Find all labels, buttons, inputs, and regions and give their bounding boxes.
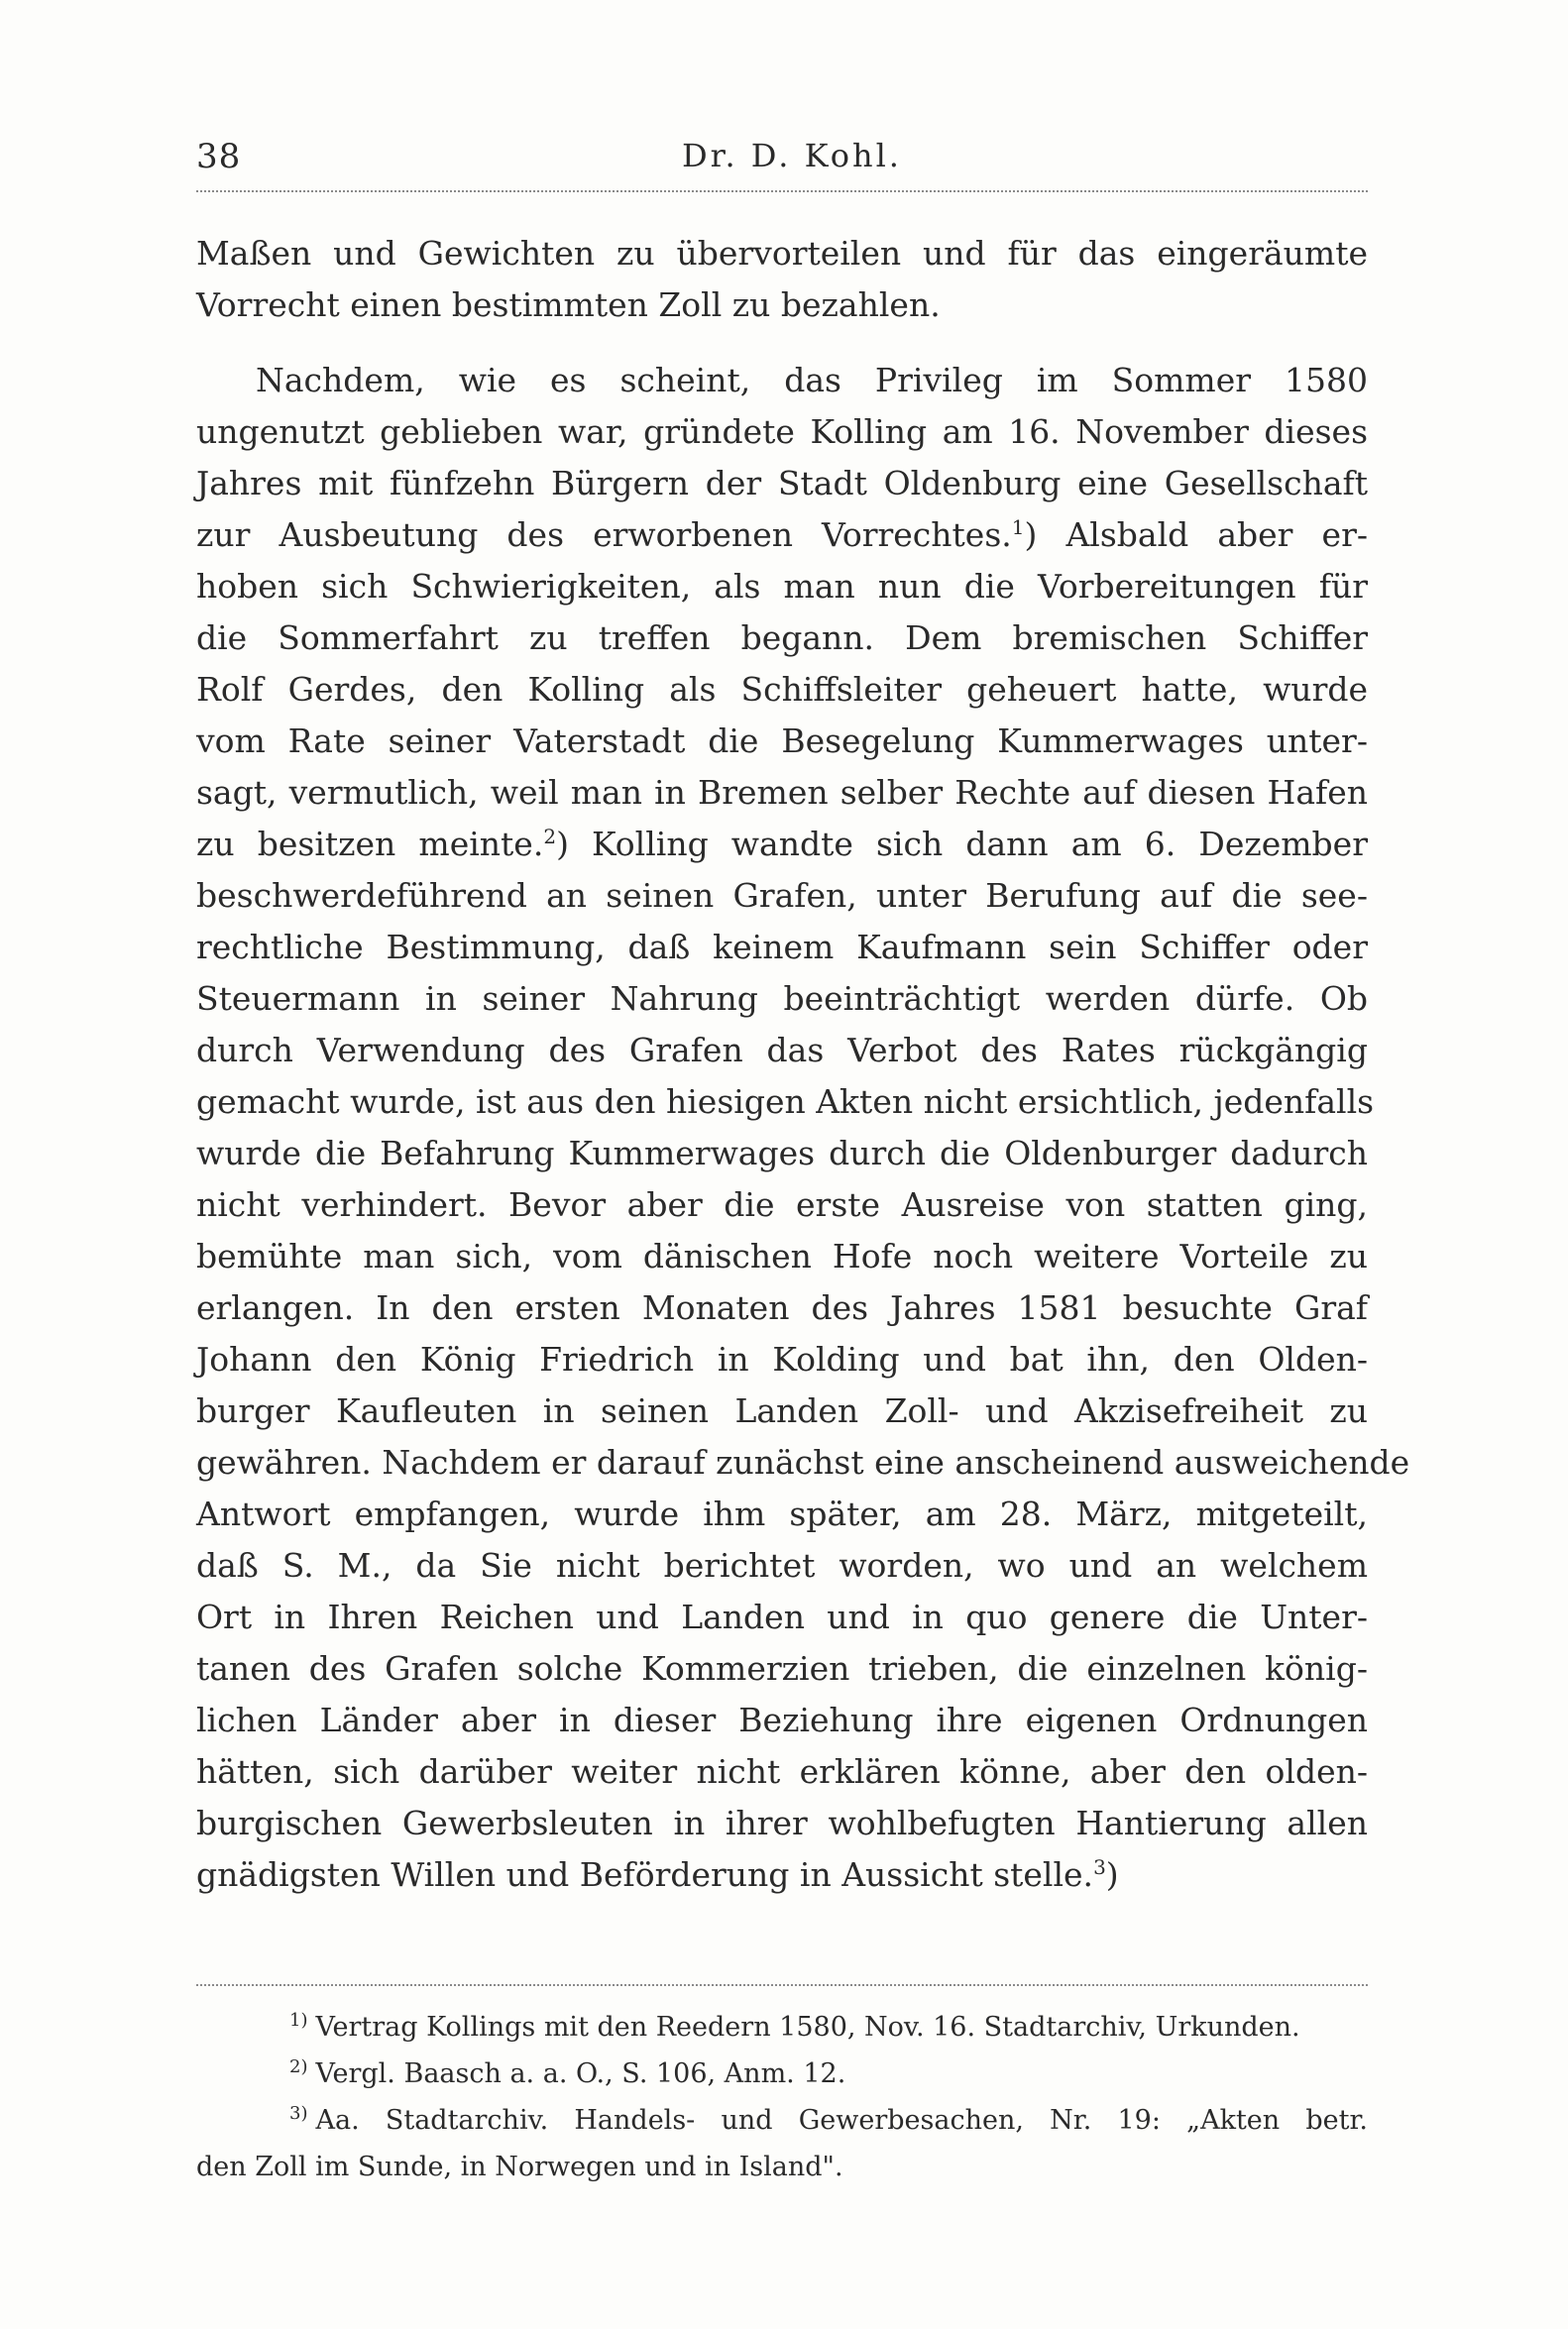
main-text xyxy=(196,228,1410,1901)
page-header xyxy=(196,137,1368,186)
footnote-3-continued: den Zoll im Sunde, in Norwegen und in Island". xyxy=(196,2152,843,2182)
text-line: hätten, sich darüber weiter nicht erklären könne, aber den olden- xyxy=(196,1752,1368,1791)
footnote-1 xyxy=(196,2004,1368,2051)
running-head: Dr. D. Kohl. xyxy=(682,137,902,174)
footnote-mark: 2) xyxy=(289,2056,308,2077)
text-line: Jahres mit fünfzehn Bürgern der Stadt Oldenburg eine Gesellschaft xyxy=(196,464,1368,502)
text-line: daß S. M., da Sie nicht berichtet worden, wo und an welchem xyxy=(196,1546,1368,1585)
text-line: ungenutzt geblieben war, gründete Kolling am 16. November dieses xyxy=(196,412,1368,451)
footnote-mark: 1) xyxy=(289,2010,308,2031)
text-line: rechtliche Bestimmung, daß keinem Kaufmann sein Schiffer oder xyxy=(196,928,1368,966)
text-line: gewähren. Nachdem er darauf zunächst eine anscheinend ausweichende xyxy=(196,1443,1410,1482)
text-line: Rolf Gerdes, den Kolling als Schiffsleiter geheuert hatte, wurde xyxy=(196,670,1368,709)
text-fragment: ) Kolling wandte sich dann am 6. Dezember xyxy=(556,825,1368,863)
text-line: burger Kaufleuten in seinen Landen Zoll- und Akzisefreiheit zu xyxy=(196,1391,1368,1430)
footnotes xyxy=(196,2004,1368,2190)
text-fragment: zu besitzen meinte. xyxy=(196,825,544,863)
footnote-ref-1: 1 xyxy=(1011,515,1025,539)
text-line: wurde die Befahrung Kummerwages durch die Oldenburger dadurch xyxy=(196,1134,1368,1172)
text-line: sagt, vermutlich, weil man in Bremen selber Rechte auf diesen Hafen xyxy=(196,773,1368,812)
text-line: Vorrecht einen bestimmten Zoll zu bezahlen. xyxy=(196,285,941,324)
text-line: beschwerdeführend an seinen Grafen, unter Berufung auf die see- xyxy=(196,876,1368,915)
text-line: die Sommerfahrt zu treffen begann. Dem bremischen Schiffer xyxy=(196,618,1368,657)
text-line: Johann den König Friedrich in Kolding und bat ihn, den Olden- xyxy=(196,1340,1368,1379)
text-line: lichen Länder aber in dieser Beziehung ihre eigenen Ordnungen xyxy=(196,1701,1368,1739)
text-fragment: ) Alsbald aber er- xyxy=(1024,515,1368,554)
footnote-text: Vertrag Kollings mit den Reedern 1580, Nov. 16. Stadtarchiv, Urkunden. xyxy=(315,2012,1300,2043)
text-line: Nachdem, wie es scheint, das Privileg im Sommer 1580 xyxy=(256,361,1368,399)
text-line: burgischen Gewerbsleuten in ihrer wohlbefugten Hantierung allen xyxy=(196,1804,1368,1842)
text-line: tanen des Grafen solche Kommerzien trieben, die einzelnen könig- xyxy=(196,1649,1368,1688)
text-line-with-ref xyxy=(196,509,1368,561)
text-line: vom Rate seiner Vaterstadt die Besegelung Kummerwages unter- xyxy=(196,721,1368,760)
text-line: durch Verwendung des Grafen das Verbot des Rates rückgängig xyxy=(196,1031,1368,1069)
text-line: Ort in Ihren Reichen und Landen und in quo genere die Unter- xyxy=(196,1598,1368,1636)
footnote-rule xyxy=(196,1984,1368,1986)
footnote-ref-3: 3 xyxy=(1093,1855,1106,1879)
text-fragment: zur Ausbeutung des erworbenen Vorrechtes. xyxy=(196,515,1012,554)
text-line: Maßen und Gewichten zu übervorteilen und für das eingeräumte xyxy=(196,234,1368,273)
text-fragment: gnädigsten Willen und Beförderung in Aussicht stelle. xyxy=(196,1855,1094,1894)
footnote-ref-2: 2 xyxy=(543,825,557,848)
text-line: bemühte man sich, vom dänischen Hofe noch weitere Vorteile zu xyxy=(196,1237,1368,1275)
text-line-with-ref xyxy=(196,819,1368,870)
text-fragment: ) xyxy=(1105,1855,1119,1894)
text-line: Antwort empfangen, wurde ihm später, am 28. März, mitgeteilt, xyxy=(196,1495,1368,1533)
text-line: hoben sich Schwierigkeiten, als man nun die Vorbereitungen für xyxy=(196,567,1368,606)
footnote-text: Aa. Stadtarchiv. Handels- und Gewerbesachen, Nr. 19: „Akten betr. xyxy=(315,2105,1368,2136)
header-rule xyxy=(196,190,1368,192)
text-line: nicht verhindert. Bevor aber die erste Ausreise von statten ging, xyxy=(196,1185,1368,1224)
page-number: 38 xyxy=(196,137,242,176)
text-line: gemacht wurde, ist aus den hiesigen Akten nicht ersichtlich, jedenfalls xyxy=(196,1082,1375,1121)
footnote-text: Vergl. Baasch a. a. O., S. 106, Anm. 12. xyxy=(315,2058,846,2089)
footnote-2 xyxy=(196,2051,1368,2097)
footnote-3 xyxy=(196,2097,1368,2144)
text-line: erlangen. In den ersten Monaten des Jahres 1581 besuchte Graf xyxy=(196,1288,1368,1327)
text-line-with-ref xyxy=(196,1849,1368,1901)
text-line: Steuermann in seiner Nahrung beeinträchtigt werden dürfe. Ob xyxy=(196,979,1368,1018)
footnote-mark: 3) xyxy=(289,2103,308,2124)
